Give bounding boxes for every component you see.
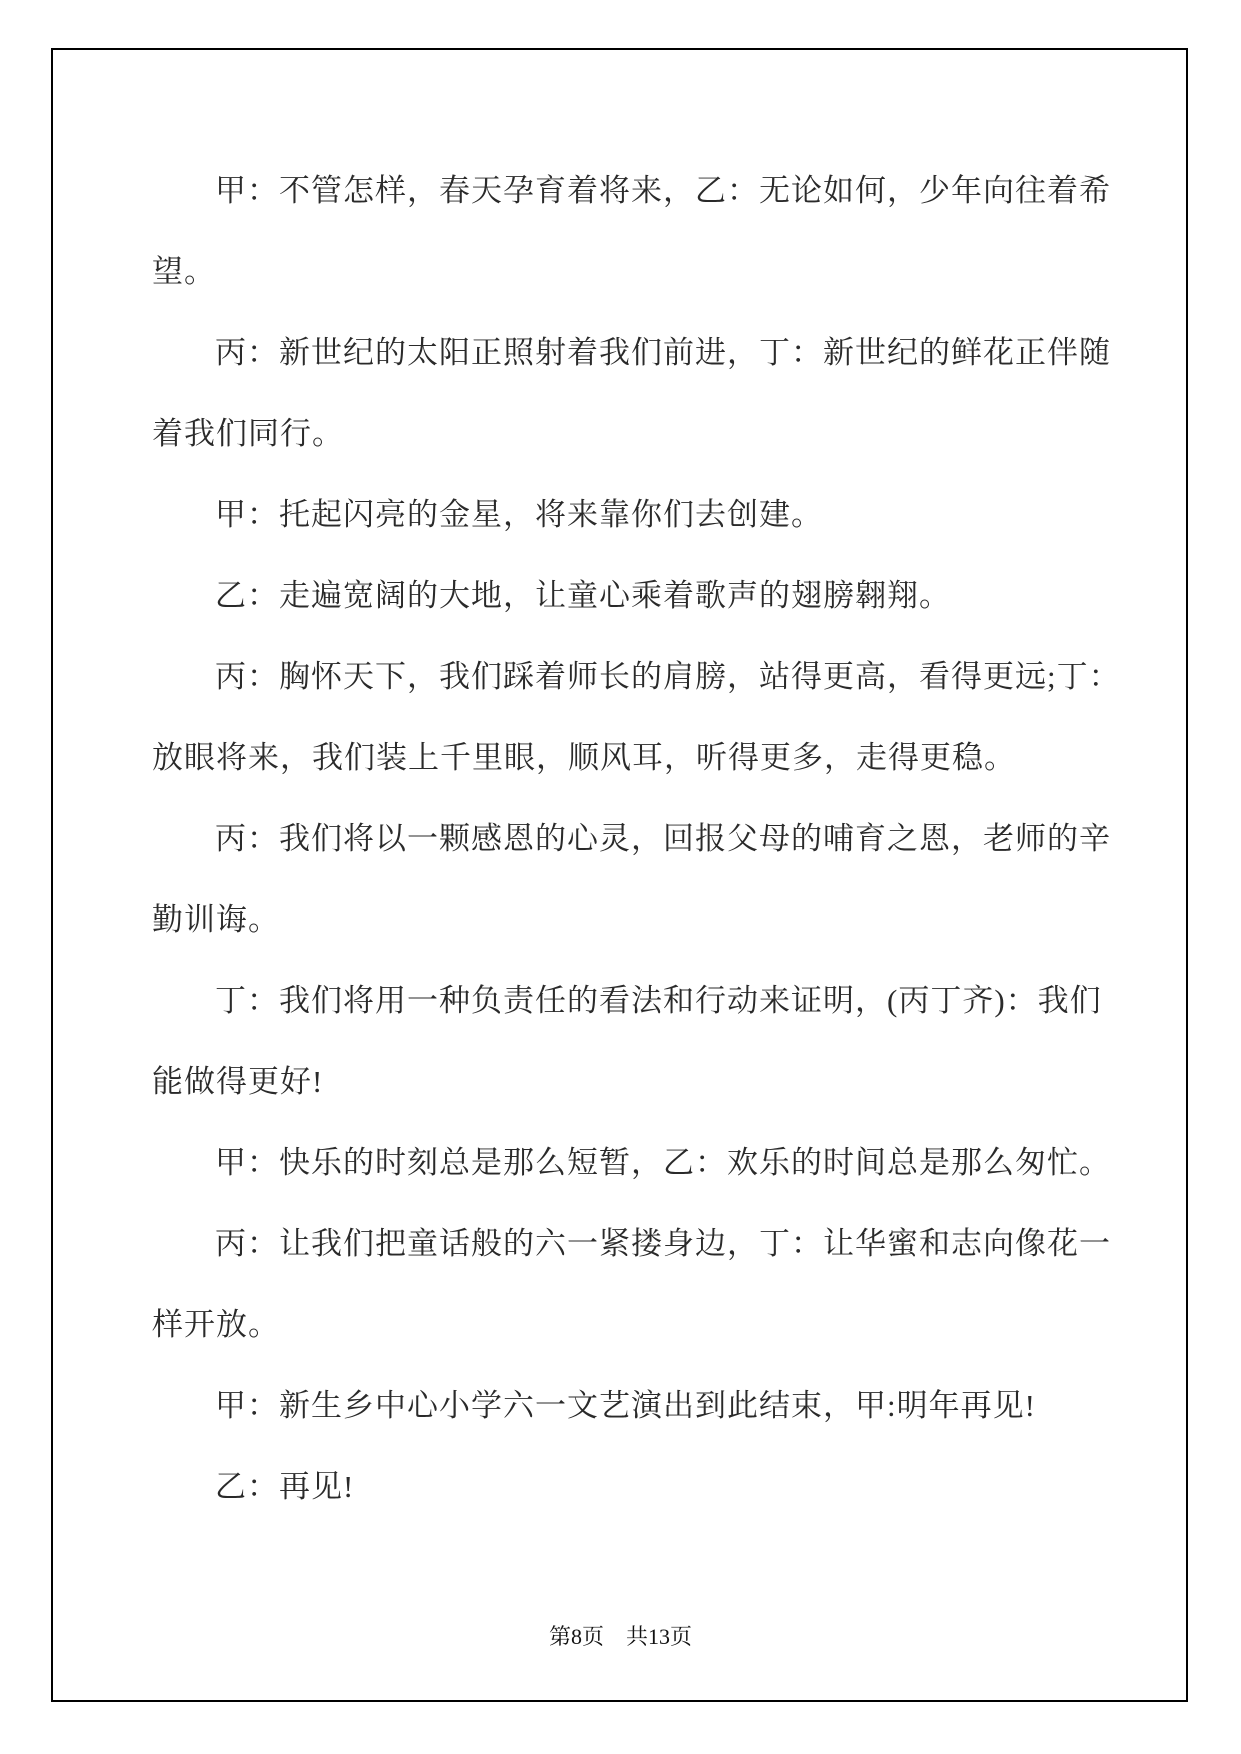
footer-page-total: 共13页 xyxy=(626,1624,693,1649)
text-line: 丙：我们将以一颗感恩的心灵，回报父母的哺育之恩，老师的辛 xyxy=(215,821,1111,856)
text-line: 甲：托起闪亮的金星，将来靠你们去创建。 xyxy=(215,497,823,532)
text-line: 丙：胸怀天下，我们踩着师长的肩膀，站得更高，看得更远;丁： xyxy=(215,659,1121,694)
text-line: 着我们同行。 xyxy=(152,416,344,451)
text-block xyxy=(152,150,1121,1527)
text-line: 甲：快乐的时刻总是那么短暂，乙：欢乐的时间总是那么匆忙。 xyxy=(215,1145,1111,1180)
text-line: 乙：再见! xyxy=(215,1469,355,1504)
text-line: 甲：新生乡中心小学六一文艺演出到此结束，甲:明年再见! xyxy=(215,1388,1036,1423)
text-line: 放眼将来，我们装上千里眼，顺风耳，听得更多，走得更稳。 xyxy=(152,740,1016,775)
text-line: 勤训诲。 xyxy=(152,902,280,937)
text-line: 样开放。 xyxy=(152,1307,280,1342)
text-line: 能做得更好! xyxy=(152,1064,324,1099)
text-line: 丙：让我们把童话般的六一紧搂身边，丁：让华蜜和志向像花一 xyxy=(215,1226,1111,1261)
page-footer xyxy=(0,1622,1241,1652)
text-line: 丁：我们将用一种负责任的看法和行动来证明，(丙丁齐)：我们 xyxy=(215,983,1102,1018)
text-line: 甲：不管怎样，春天孕育着将来，乙：无论如何，少年向往着希 xyxy=(215,173,1111,208)
footer-page-current: 第8页 xyxy=(548,1624,604,1649)
text-line: 丙：新世纪的太阳正照射着我们前进，丁：新世纪的鲜花正伴随 xyxy=(215,335,1111,370)
text-line: 望。 xyxy=(152,254,216,289)
text-line: 乙：走遍宽阔的大地，让童心乘着歌声的翅膀翱翔。 xyxy=(215,578,951,613)
